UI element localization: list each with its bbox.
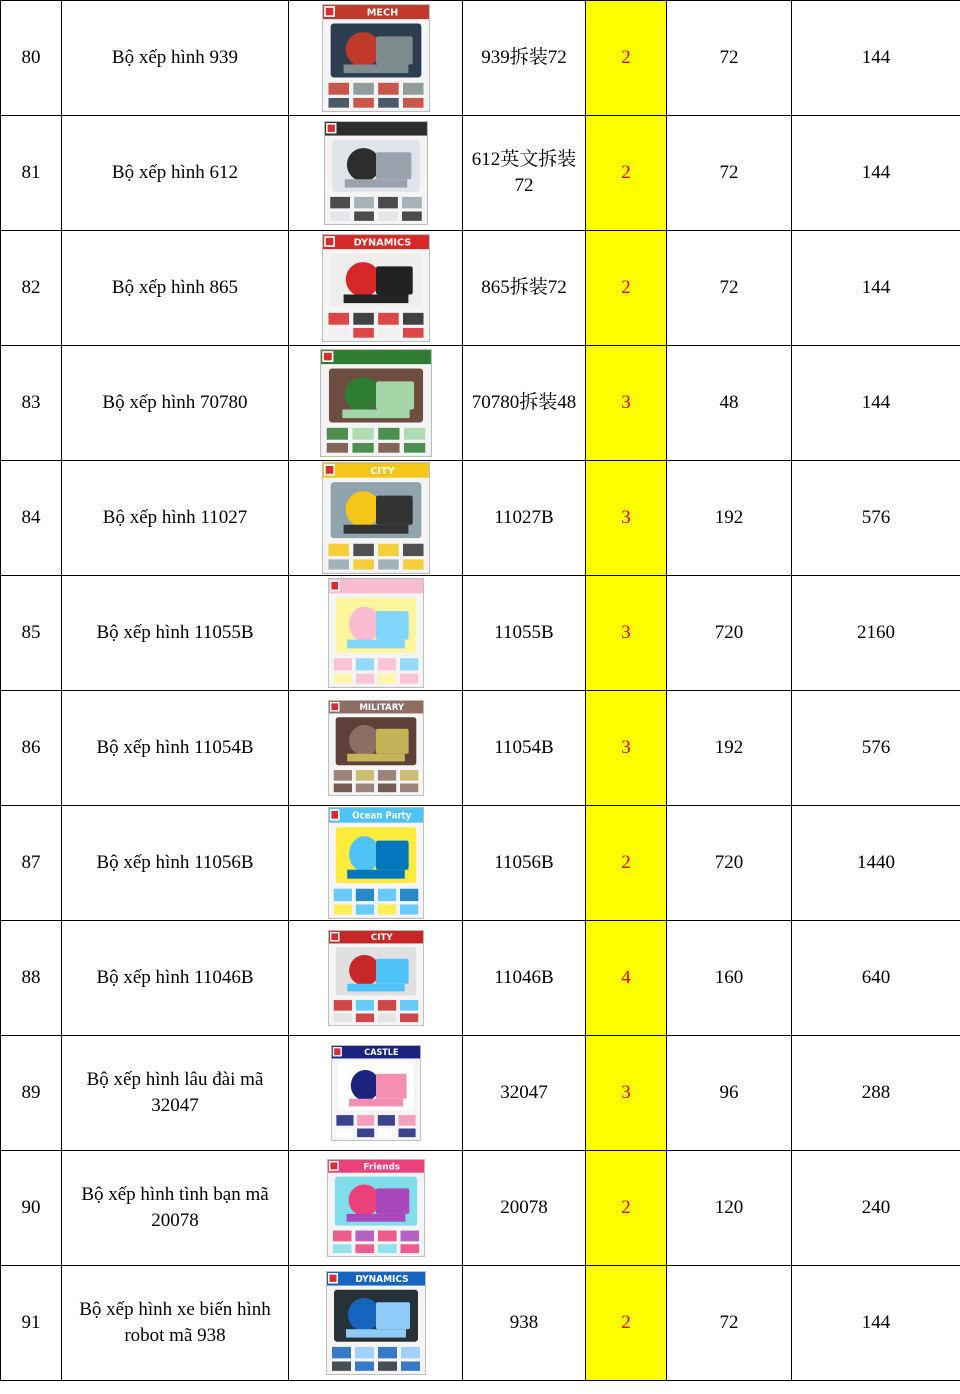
product-name-cell: Bộ xếp hình 11046B — [62, 921, 289, 1036]
product-name-cell: Bộ xếp hình xe biến hình robot mã 938 — [62, 1266, 289, 1381]
product-box-image — [320, 349, 432, 457]
product-box-image — [328, 807, 424, 919]
per-carton-cell: 120 — [667, 1151, 792, 1266]
per-carton-cell: 160 — [667, 921, 792, 1036]
product-code-cell: 11046B — [463, 921, 586, 1036]
row-number-cell: 90 — [1, 1151, 62, 1266]
table-row — [1, 1, 960, 116]
row-number-cell: 80 — [1, 1, 62, 116]
per-carton-cell: 192 — [667, 691, 792, 806]
per-carton-cell: 72 — [667, 116, 792, 231]
product-image-cell — [289, 1036, 463, 1151]
product-image-cell — [289, 461, 463, 576]
product-code-cell: 20078 — [463, 1151, 586, 1266]
product-name-cell: Bộ xếp hình 11056B — [62, 806, 289, 921]
product-name-cell: Bộ xếp hình 70780 — [62, 346, 289, 461]
row-number-cell: 88 — [1, 921, 62, 1036]
product-code-cell: 865拆装72 — [463, 231, 586, 346]
product-box-image — [322, 462, 430, 574]
total-cell: 144 — [792, 231, 960, 346]
svg-text:CASTLE: CASTLE — [363, 1046, 399, 1058]
svg-text:Ocean Party: Ocean Party — [351, 810, 411, 822]
row-number-cell: 86 — [1, 691, 62, 806]
product-code-cell: 70780拆装48 — [463, 346, 586, 461]
svg-text:CITY: CITY — [369, 465, 395, 477]
product-code-cell: 939拆装72 — [463, 1, 586, 116]
row-number-cell: 87 — [1, 806, 62, 921]
product-box-image — [326, 1271, 426, 1375]
total-cell: 144 — [792, 116, 960, 231]
table-row — [1, 691, 960, 806]
product-name-cell: Bộ xếp hình lâu đài mã 32047 — [62, 1036, 289, 1151]
product-image-cell — [289, 806, 463, 921]
product-box-image — [324, 121, 428, 225]
total-cell: 2160 — [792, 576, 960, 691]
product-image-cell — [289, 1, 463, 116]
table-row — [1, 1151, 960, 1266]
total-cell: 640 — [792, 921, 960, 1036]
table-row — [1, 346, 960, 461]
svg-text:DYNAMICS: DYNAMICS — [354, 1273, 409, 1285]
product-image-cell — [289, 576, 463, 691]
table-row — [1, 806, 960, 921]
product-image-cell — [289, 691, 463, 806]
quantity-cell: 2 — [586, 1266, 667, 1381]
per-carton-cell: 720 — [667, 806, 792, 921]
row-number-cell: 85 — [1, 576, 62, 691]
quantity-cell: 3 — [586, 1036, 667, 1151]
total-cell: 288 — [792, 1036, 960, 1151]
product-box-image — [331, 1045, 421, 1141]
product-code-cell: 11055B — [463, 576, 586, 691]
svg-text:Friends: Friends — [363, 1162, 400, 1173]
product-box-image — [328, 930, 424, 1026]
product-name-cell: Bộ xếp hình tình bạn mã 20078 — [62, 1151, 289, 1266]
per-carton-cell: 192 — [667, 461, 792, 576]
product-box-image — [322, 4, 430, 112]
total-cell: 576 — [792, 461, 960, 576]
total-cell: 144 — [792, 1266, 960, 1381]
total-cell: 240 — [792, 1151, 960, 1266]
product-image-cell — [289, 231, 463, 346]
product-image-cell — [289, 921, 463, 1036]
table-row — [1, 1266, 960, 1381]
product-code-cell: 11027B — [463, 461, 586, 576]
product-name-cell: Bộ xếp hình 865 — [62, 231, 289, 346]
per-carton-cell: 96 — [667, 1036, 792, 1151]
quantity-cell: 2 — [586, 806, 667, 921]
product-box-image — [328, 578, 424, 688]
per-carton-cell: 720 — [667, 576, 792, 691]
quantity-cell: 2 — [586, 1, 667, 116]
product-name-cell: Bộ xếp hình 11027 — [62, 461, 289, 576]
product-image-cell — [289, 1151, 463, 1266]
product-image-cell — [289, 116, 463, 231]
svg-text:MILITARY: MILITARY — [358, 703, 404, 714]
row-number-cell: 89 — [1, 1036, 62, 1151]
product-code-cell: 11054B — [463, 691, 586, 806]
product-box-image — [328, 700, 424, 796]
quantity-cell: 3 — [586, 691, 667, 806]
row-number-cell: 81 — [1, 116, 62, 231]
quantity-cell: 2 — [586, 116, 667, 231]
table-row — [1, 461, 960, 576]
quantity-cell: 4 — [586, 921, 667, 1036]
table-row — [1, 231, 960, 346]
per-carton-cell: 72 — [667, 231, 792, 346]
row-number-cell: 82 — [1, 231, 62, 346]
total-cell: 576 — [792, 691, 960, 806]
per-carton-cell: 72 — [667, 1266, 792, 1381]
table-row — [1, 116, 960, 231]
quantity-cell: 3 — [586, 346, 667, 461]
table-row — [1, 576, 960, 691]
product-code-cell: 612英文拆装72 — [463, 116, 586, 231]
row-number-cell: 91 — [1, 1266, 62, 1381]
product-code-cell: 11056B — [463, 806, 586, 921]
svg-text:CITY: CITY — [370, 933, 393, 944]
product-code-cell: 32047 — [463, 1036, 586, 1151]
svg-text:MECH: MECH — [366, 7, 398, 19]
quantity-cell: 3 — [586, 461, 667, 576]
row-number-cell: 83 — [1, 346, 62, 461]
product-name-cell: Bộ xếp hình 612 — [62, 116, 289, 231]
quantity-cell: 2 — [586, 1151, 667, 1266]
product-code-cell: 938 — [463, 1266, 586, 1381]
quantity-cell: 2 — [586, 231, 667, 346]
total-cell: 144 — [792, 1, 960, 116]
table-row — [1, 1036, 960, 1151]
product-box-image — [322, 234, 430, 342]
product-box-image — [327, 1159, 425, 1257]
product-name-cell: Bộ xếp hình 11054B — [62, 691, 289, 806]
total-cell: 1440 — [792, 806, 960, 921]
product-name-cell: Bộ xếp hình 11055B — [62, 576, 289, 691]
product-table-body — [1, 1, 960, 1381]
per-carton-cell: 48 — [667, 346, 792, 461]
product-image-cell — [289, 1266, 463, 1381]
product-name-cell: Bộ xếp hình 939 — [62, 1, 289, 116]
row-number-cell: 84 — [1, 461, 62, 576]
quantity-cell: 3 — [586, 576, 667, 691]
product-image-cell — [289, 346, 463, 461]
table-row — [1, 921, 960, 1036]
svg-text:DYNAMICS: DYNAMICS — [353, 237, 411, 249]
total-cell: 144 — [792, 346, 960, 461]
per-carton-cell: 72 — [667, 1, 792, 116]
